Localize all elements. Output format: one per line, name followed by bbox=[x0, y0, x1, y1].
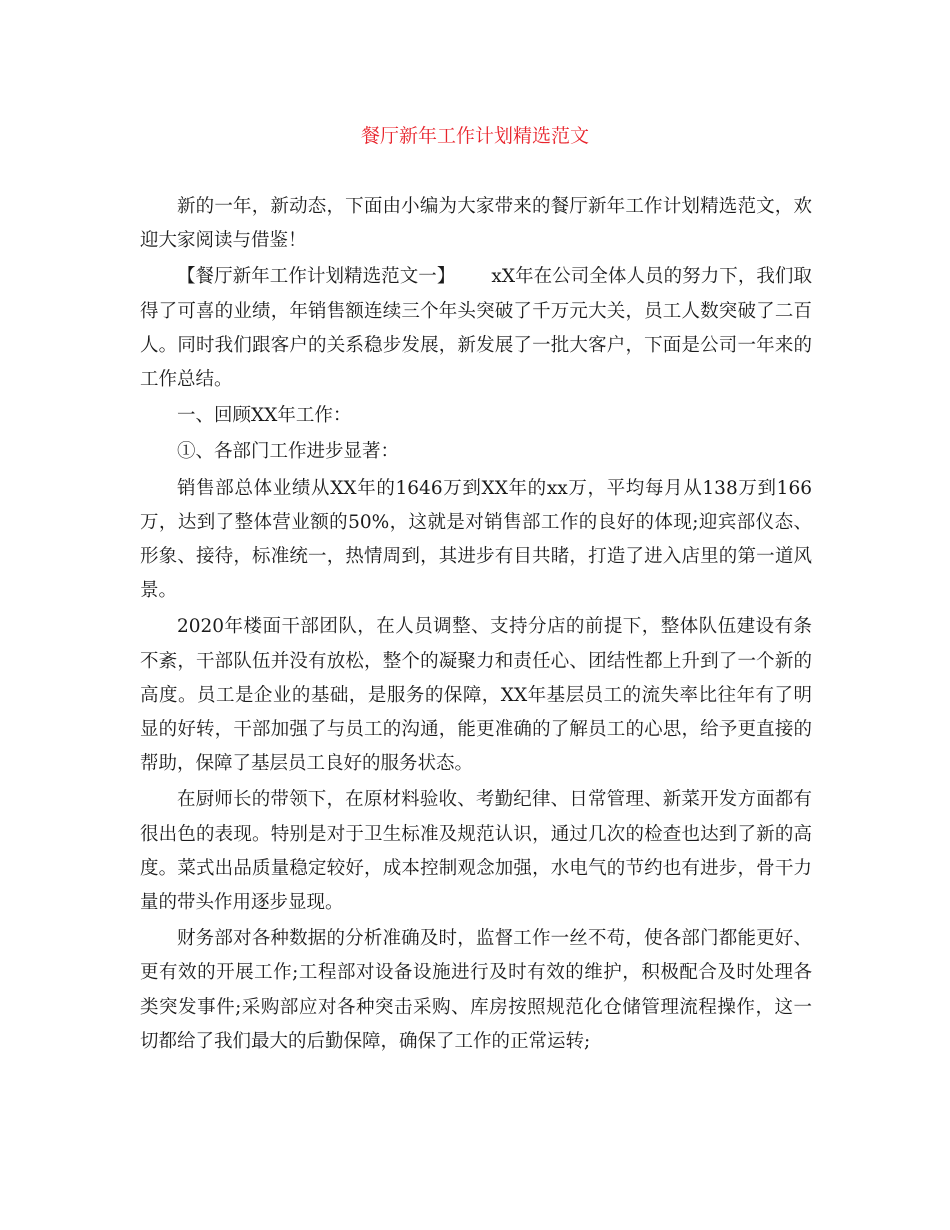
section-intro: xX年在公司全体人员的努力下，我们取得了可喜的业绩，年销售额连续三个年头突破了千万元大关，员工人数突破了二百人。同时我们跟客户的关系稳步发展，新发展了一批大客户，下面是公司一年来的工作总结。 bbox=[140, 266, 812, 391]
paragraph-floor-team: 2020年楼面干部团队，在人员调整、支持分店的前提下，整体队伍建设有条不紊，干部队伍并没有放松，整个的凝聚力和责任心、团结性都上升到了一个新的高度。员工是企业的基础，是服务的保障，XX年基层员工的流失率比往年有了明显的好转，干部加强了与员工的沟通，能更准确的了解员工的心思，给予更直接的帮助，保障了基层员工良好的服务状态。 bbox=[140, 616, 812, 775]
paragraph-finance: 财务部对各种数据的分析准确及时，监督工作一丝不苟，使各部门都能更好、更有效的开展工作;工程部对设备设施进行及时有效的维护，积极配合及时处理各类突发事件;采购部应对各种突击采购、库房按照规范化仓储管理流程操作，这一切都给了我们最大的后勤保障，确保了工作的正常运转; bbox=[140, 928, 812, 1052]
paragraph-section-one bbox=[140, 260, 812, 397]
paragraph-kitchen: 在厨师长的带领下，在原材料验收、考勤纪律、日常管理、新菜开发方面都有很出色的表现。特别是对于卫生标准及规范认识，通过几次的检查也达到了新的高度。菜式出品质量稳定较好，成本控制观念加强，水电气的节约也有进步，骨干力量的带头作用逐步显现。 bbox=[140, 789, 812, 914]
paragraph-intro: 新的一年，新动态，下面由小编为大家带来的餐厅新年工作计划精选范文，欢迎大家阅读与借鉴！ bbox=[140, 196, 812, 252]
document-title: 餐厅新年工作计划精选范文 bbox=[360, 125, 589, 147]
document-body bbox=[140, 190, 812, 1061]
paragraph-subheading-departments: ①、各部门工作进步显著： bbox=[177, 441, 400, 463]
section-heading: 【餐厅新年工作计划精选范文一】 bbox=[177, 266, 456, 288]
paragraph-sales: 销售部总体业绩从XX年的1646万到XX年的xx万，平均每月从138万到166万，达到了整体营业额的50%，这就是对销售部工作的良好的体现;迎宾部仪态、形象、接待，标准统一，热情周到，其进步有目共睹，打造了进入店里的第一道风景。 bbox=[140, 477, 812, 602]
paragraph-heading-review: 一、回顾XX年工作： bbox=[177, 405, 352, 427]
